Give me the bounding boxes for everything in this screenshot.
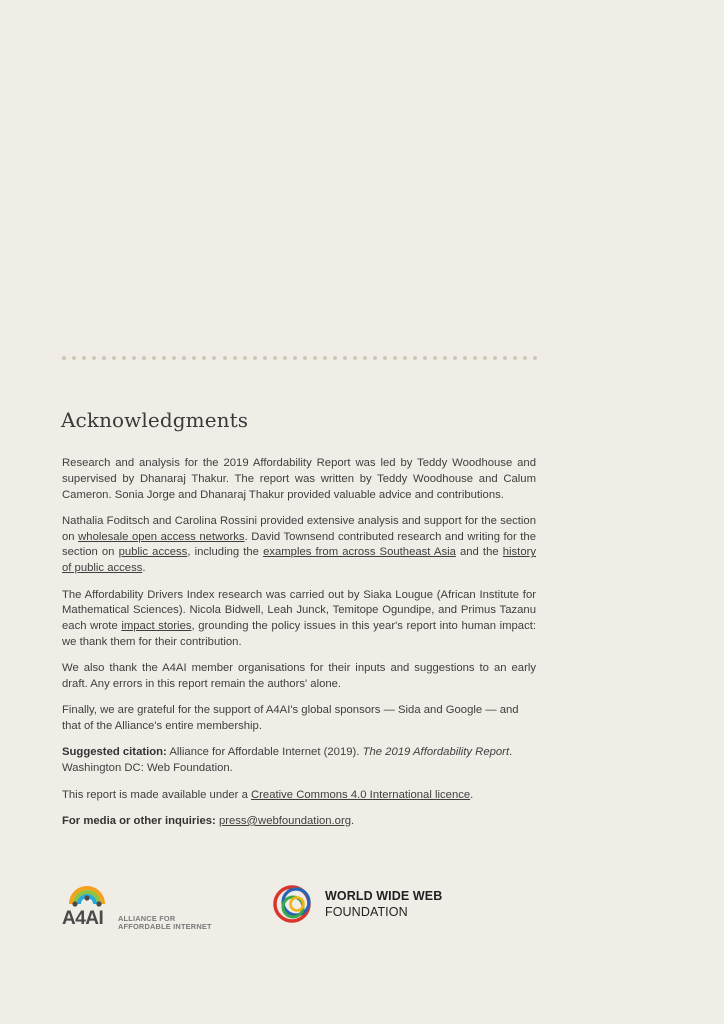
footer-logos (0, 872, 724, 942)
a4ai-tagline: ALLIANCE FOR AFFORDABLE INTERNET (118, 914, 212, 931)
paragraph-members: We also thank the A4AI member organisations for their inputs and suggestions to an early draft. Any errors in this report remain the authors' alone. (62, 662, 536, 691)
rings-icon (270, 880, 318, 928)
link-public-access[interactable]: public access (118, 546, 188, 559)
dotted-divider (62, 353, 538, 363)
web-foundation-name: WORLD WIDE WEB (325, 889, 443, 903)
acknowledgments-body (62, 456, 536, 840)
rainbow-icon (65, 880, 125, 910)
web-foundation-subtitle: FOUNDATION (325, 905, 408, 919)
paragraph-research: The Affordability Drivers Index research was carried out by Siaka Lougue (African Institute for Mathematical Sciences). Nicola Bidwell, Leah Junck, Temitope Ogundipe, and Primus Tazanu each wrote impact stories, grounding the policy issues in this year's report into human impact: we thank them for their contribution. (62, 588, 536, 648)
link-wholesale-open-access[interactable]: wholesale open access networks (78, 530, 245, 543)
link-impact-stories[interactable]: impact stories (121, 620, 192, 633)
paragraph-licence: This report is made available under a Creative Commons 4.0 International licence. (62, 788, 474, 801)
paragraph-sponsors: Finally, we are grateful for the support of A4AI's global sponsors — Sida and Google — and that of the Alliance's entire membership. (62, 704, 519, 733)
link-creative-commons[interactable]: Creative Commons 4.0 International licence (251, 788, 471, 801)
paragraph-media: For media or other inquiries: press@webfoundation.org. (62, 814, 355, 827)
link-press-email[interactable]: press@webfoundation.org (218, 814, 351, 827)
paragraph-authors: Research and analysis for the 2019 Affordability Report was led by Teddy Woodhouse and supervised by Dhanaraj Thakur. The report was written by Teddy Woodhouse and Calum Cameron. Sonia Jorge and Dhanaraj Thakur provided valuable advice and contributions. (62, 457, 536, 501)
paragraph-contributors: Nathalia Foditsch and Carolina Rossini provided extensive analysis and support for the section on wholesale open access networks. David Townsend contributed research and writing for the section on public access, including the examples from across Southeast Asia and the history of public access. (62, 514, 537, 575)
a4ai-logo (62, 880, 232, 930)
link-history-public-access[interactable]: history of public access (62, 546, 537, 575)
link-southeast-asia-examples[interactable]: examples from across Southeast Asia (263, 546, 456, 559)
paragraph-citation: Suggested citation: Alliance for Affordable Internet (2019). The 2019 Affordability Report. Washington DC: Web Foundation. (62, 746, 513, 775)
web-foundation-logo (270, 880, 470, 930)
page-title: Acknowledgments (61, 408, 249, 432)
a4ai-wordmark: A4AI (62, 908, 104, 929)
